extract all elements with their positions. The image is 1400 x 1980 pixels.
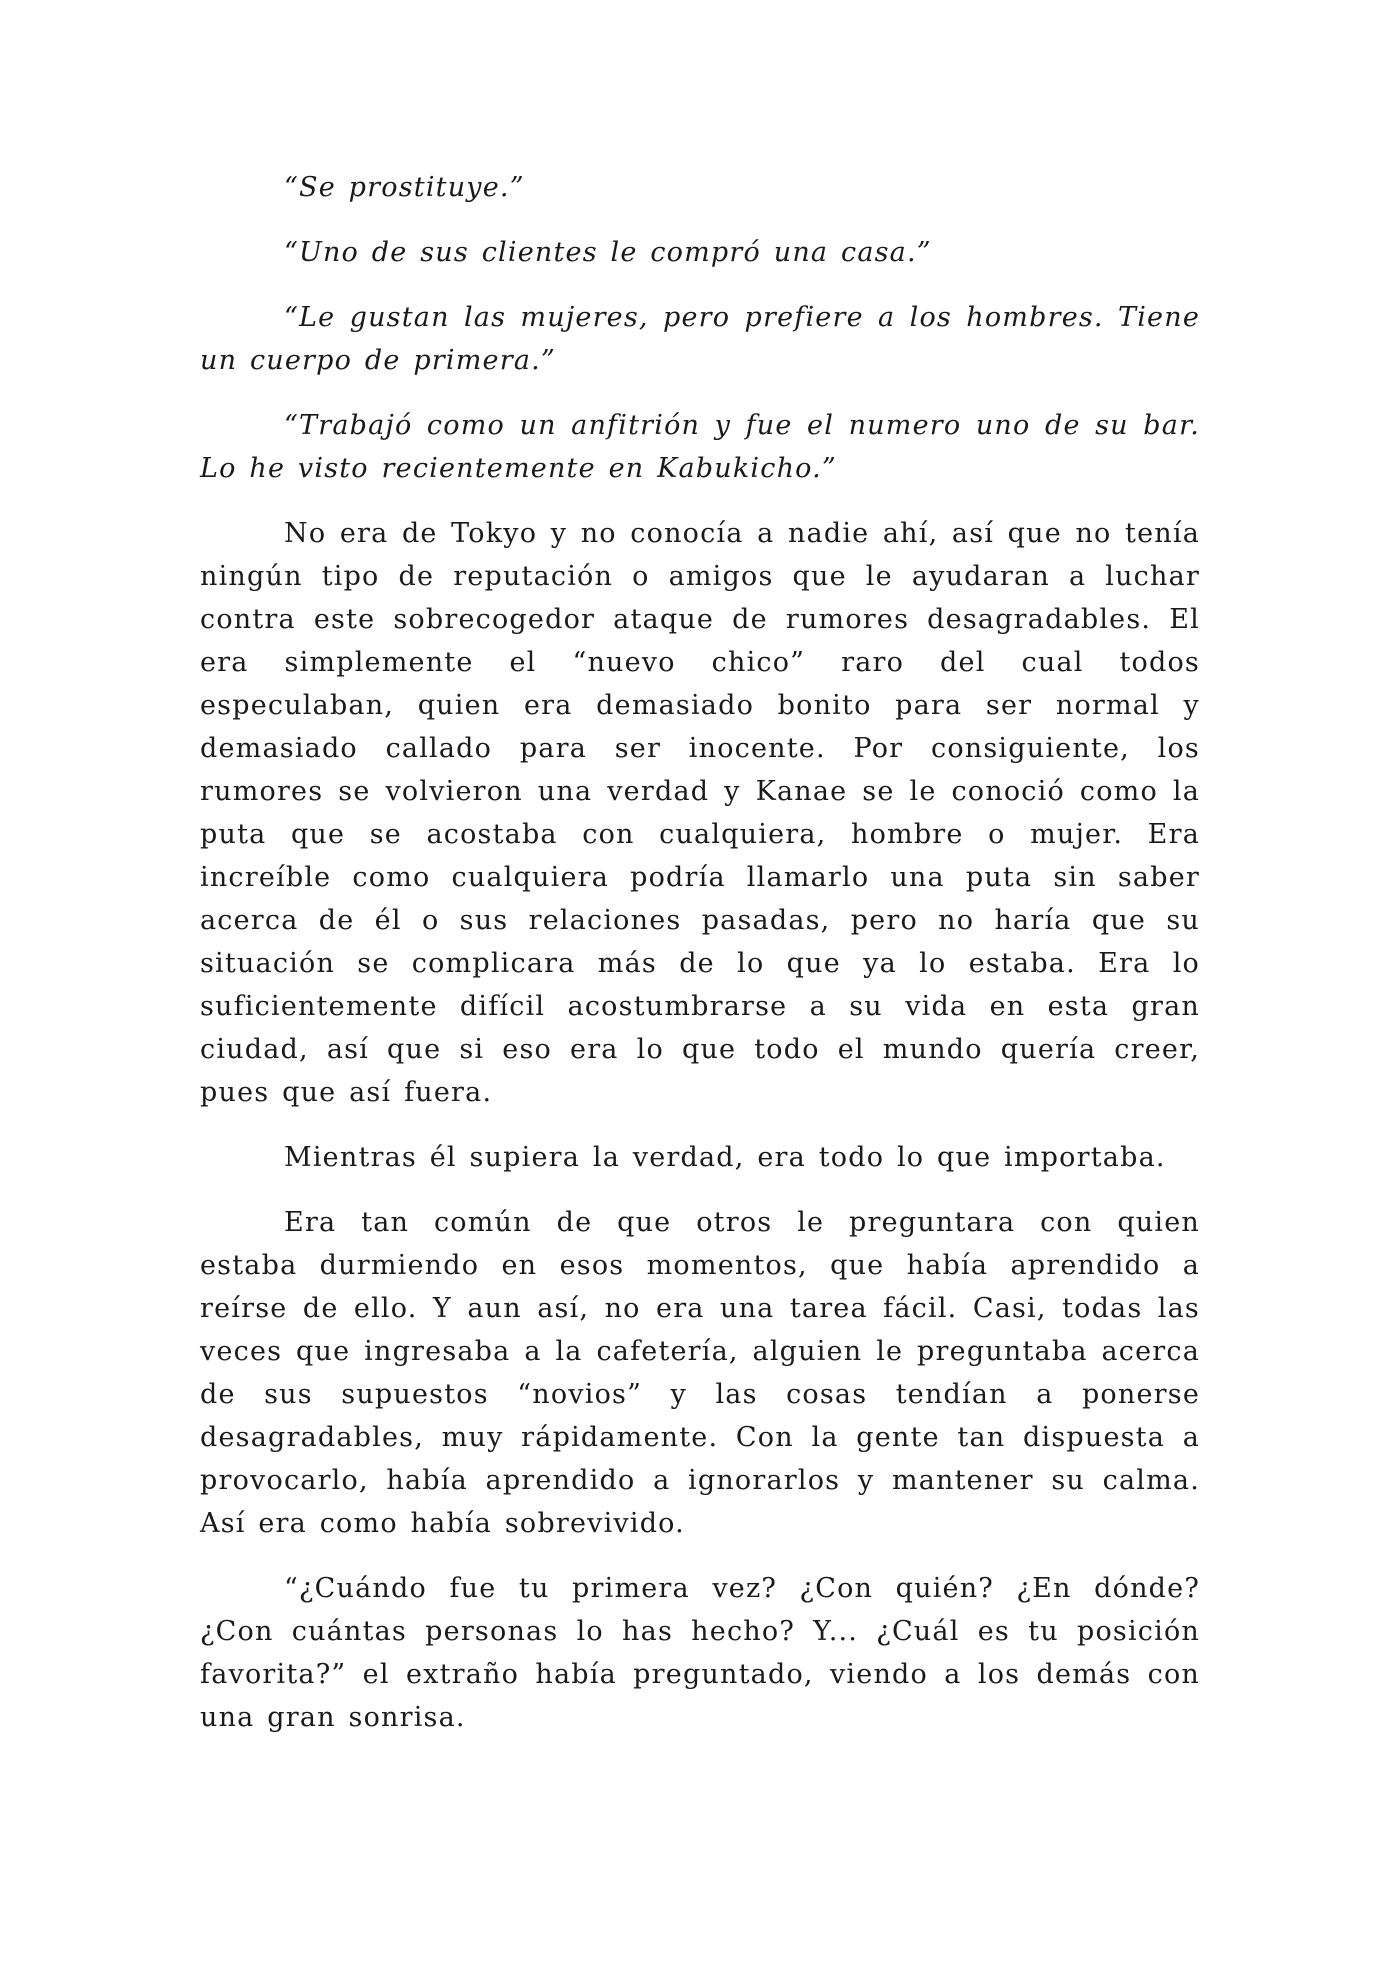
rumor-quote-2: “Uno de sus clientes le compró una casa.” <box>284 237 932 268</box>
narrative-paragraph-3: Era tan común de que otros le preguntara con quien estaba durmiendo en esos momentos, que había aprendido a reírse de ello. Y aun así, no era una tarea fácil. Casi, todas las veces que ingresaba a la cafetería, alguien le preguntaba acerca de sus supuestos “novios” y las cosas tendían a ponerse desagradables, muy rápidamente. Con la gente tan dispuesta a provocarlo, había aprendido a ignorarlos y mantener su calma. Así era como había sobrevivido. <box>200 1207 1200 1539</box>
dialogue-paragraph: “¿Cuándo fue tu primera vez? ¿Con quién? ¿En dónde? ¿Con cuántas personas lo has hecho? Y... ¿Cuál es tu posición favorita?” el extraño había preguntado, viendo a los demás con una gran sonrisa. <box>200 1573 1200 1733</box>
body-text <box>200 166 1200 1761</box>
rumor-quote-1: “Se prostituye.” <box>284 172 525 203</box>
rumor-quote-3: “Le gustan las mujeres, pero prefiere a los hombres. Tiene un cuerpo de primera.” <box>200 302 1200 376</box>
narrative-paragraph-2: Mientras él supiera la verdad, era todo lo que importaba. <box>284 1142 1166 1173</box>
rumor-quote-4: “Trabajó como un anfitrión y fue el numero uno de su bar. Lo he visto recientemente en Kabukicho.” <box>200 410 1200 484</box>
narrative-paragraph-1: No era de Tokyo y no conocía a nadie ahí, así que no tenía ningún tipo de reputación o amigos que le ayudaran a luchar contra este sobrecogedor ataque de rumores desagradables. El era simplemente el “nuevo chico” raro del cual todos especulaban, quien era demasiado bonito para ser normal y demasiado callado para ser inocente. Por consiguiente, los rumores se volvieron una verdad y Kanae se le conoció como la puta que se acostaba con cualquiera, hombre o mujer. Era increíble como cualquiera podría llamarlo una puta sin saber acerca de él o sus relaciones pasadas, pero no haría que su situación se complicara más de lo que ya lo estaba. Era lo suficientemente difícil acostumbrarse a su vida en esta gran ciudad, así que si eso era lo que todo el mundo quería creer, pues que así fuera. <box>200 518 1200 1108</box>
